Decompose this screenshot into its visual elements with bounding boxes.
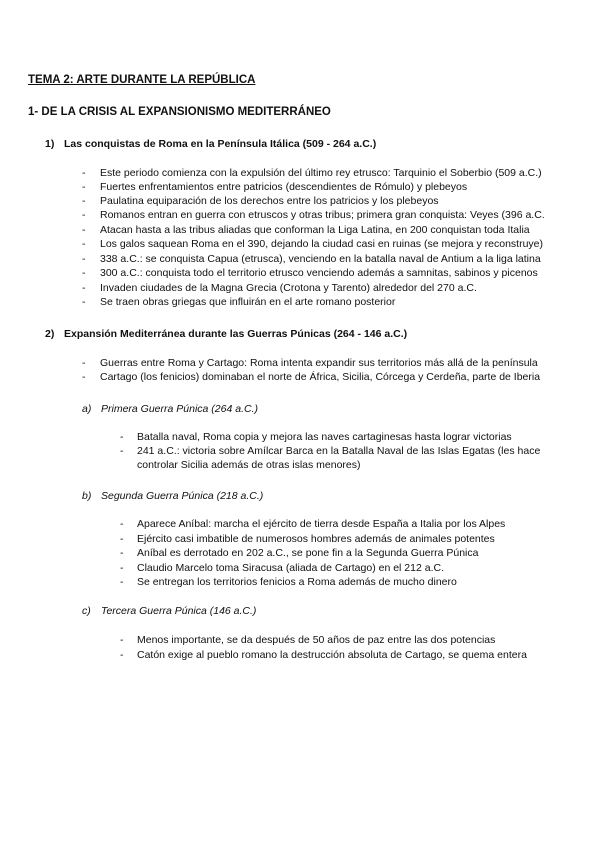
- list-item: Se entregan los territorios fenicios a Roma además de mucho dinero: [137, 576, 457, 588]
- list-item: 241 a.C.: victoria sobre Amílcar Barca en la Batalla Naval de las Islas Egatas (les hace: [137, 445, 541, 457]
- list-item: Invaden ciudades de la Magna Grecia (Crotona y Tarento) alrededor del 270 a.C.: [100, 282, 477, 294]
- war-letter-a: a): [82, 403, 92, 415]
- war-heading-first: Primera Guerra Púnica (264 a.C.): [101, 403, 258, 415]
- list-item: Menos importante, se da después de 50 años de paz entre las dos potencias: [137, 634, 496, 646]
- list-item: Fuertes enfrentamientos entre patricios (descendientes de Rómulo) y plebeyos: [100, 181, 468, 193]
- list-bullet: -: [120, 562, 124, 574]
- list-item: Se traen obras griegas que influirán en el arte romano posterior: [100, 296, 396, 308]
- list-item: Catón exige al pueblo romano la destrucción absoluta de Cartago, se quema entera: [137, 649, 527, 661]
- list-bullet: -: [82, 253, 86, 265]
- list-item: Ejército casi imbatible de numerosos hombres además de animales potentes: [137, 533, 495, 545]
- list-item: Batalla naval, Roma copia y mejora las naves cartaginesas hasta lograr victorias: [137, 431, 512, 443]
- list-bullet: -: [82, 371, 86, 383]
- list-bullet: -: [120, 649, 124, 661]
- list-bullet: -: [120, 445, 124, 457]
- list-item: Paulatina equiparación de los derechos entre los patricios y los plebeyos: [100, 195, 439, 207]
- subsection-number-2: 2): [45, 328, 55, 340]
- war-heading-third: Tercera Guerra Púnica (146 a.C.): [101, 605, 257, 617]
- list-item: Los galos saquean Roma en el 390, dejando la ciudad casi en ruinas (se mejora y reconstruye): [100, 238, 544, 250]
- list-bullet: -: [82, 167, 86, 179]
- war-heading-second: Segunda Guerra Púnica (218 a.C.): [101, 490, 264, 502]
- subsection-heading-1: Las conquistas de Roma en la Península Itálica (509 - 264 a.C.): [64, 138, 377, 150]
- list-bullet: -: [82, 296, 86, 308]
- list-item: Atacan hasta a las tribus aliadas que conforman la Liga Latina, en 200 conquistan toda Italia: [100, 224, 530, 236]
- list-bullet: -: [82, 282, 86, 294]
- war-letter-b: b): [82, 490, 92, 502]
- list-item: 300 a.C.: conquista todo el territorio etrusco venciendo además a samnitas, sabinos y picenos: [100, 267, 538, 279]
- list-item: Este periodo comienza con la expulsión del último rey etrusco: Tarquinio el Soberbio (509 a.C.): [100, 167, 542, 179]
- list-bullet: -: [82, 357, 86, 369]
- list-bullet: -: [82, 181, 86, 193]
- document-title: TEMA 2: ARTE DURANTE LA REPÚBLICA: [28, 74, 256, 86]
- list-item: Guerras entre Roma y Cartago: Roma intenta expandir sus territorios más allá de la península: [100, 357, 538, 369]
- list-item-continuation: controlar Sicilia además de otras islas menores): [137, 459, 361, 471]
- war-letter-c: c): [82, 605, 91, 617]
- list-bullet: -: [82, 195, 86, 207]
- list-item: Cartago (los fenicios) dominaban el norte de África, Sicilia, Córcega y Cerdeña, parte de Iberia: [100, 371, 541, 383]
- list-bullet: -: [120, 634, 124, 646]
- list-bullet: -: [120, 431, 124, 443]
- list-bullet: -: [82, 238, 86, 250]
- list-bullet: -: [120, 518, 124, 530]
- list-item: 338 a.C.: se conquista Capua (etrusca), venciendo en la batalla naval de Antium a la liga latina: [100, 253, 541, 265]
- list-item: Aníbal es derrotado en 202 a.C., se pone fin a la Segunda Guerra Púnica: [137, 547, 479, 559]
- section-heading-1: 1- DE LA CRISIS AL EXPANSIONISMO MEDITERRÁNEO: [28, 106, 331, 118]
- list-item: Aparece Aníbal: marcha el ejército de tierra desde España a Italia por los Alpes: [137, 518, 506, 530]
- subsection-heading-2: Expansión Mediterránea durante las Guerras Púnicas (264 - 146 a.C.): [64, 328, 408, 340]
- list-bullet: -: [82, 267, 86, 279]
- list-bullet: -: [120, 576, 124, 588]
- list-item: Claudio Marcelo toma Siracusa (aliada de Cartago) en el 212 a.C.: [137, 562, 444, 574]
- list-bullet: -: [120, 533, 124, 545]
- list-item: Romanos entran en guerra con etruscos y otras tribus; primera gran conquista: Veyes (396 a.C.: [100, 209, 545, 221]
- list-bullet: -: [82, 209, 86, 221]
- list-bullet: -: [82, 224, 86, 236]
- subsection-number-1: 1): [45, 138, 55, 150]
- list-bullet: -: [120, 547, 124, 559]
